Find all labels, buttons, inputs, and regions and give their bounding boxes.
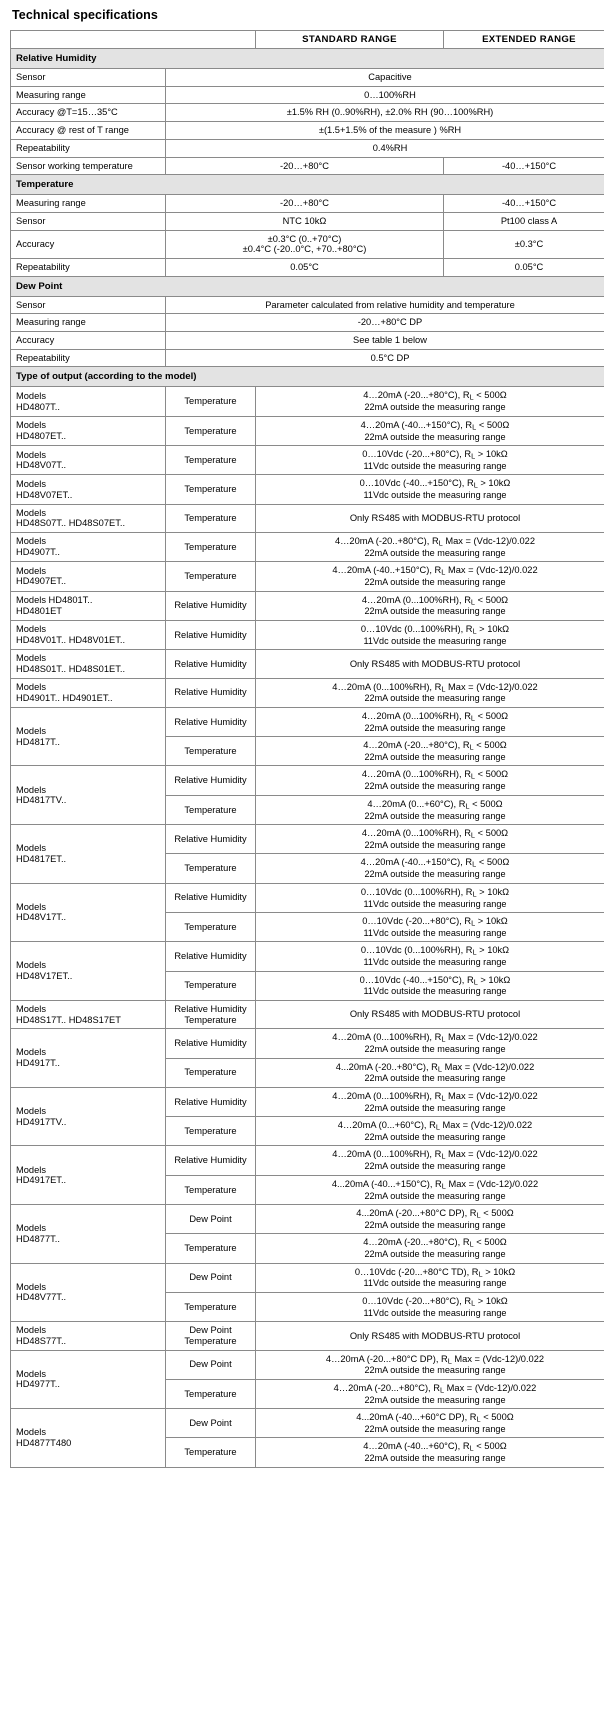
table-row bbox=[11, 314, 604, 332]
model-label: Models HD4817ET.. bbox=[11, 825, 166, 884]
output-kind: Temperature bbox=[166, 1438, 256, 1467]
model-label: Models HD4807T.. bbox=[11, 387, 166, 416]
technical-specifications-table bbox=[10, 30, 604, 1468]
model-label: Models HD4817TV.. bbox=[11, 766, 166, 825]
output-value: 0…10Vdc (0...100%RH), RL > 10kΩ 11Vdc outside the measuring range bbox=[256, 620, 604, 649]
header-blank bbox=[11, 31, 256, 49]
output-value: 0…10Vdc (-20...+80°C), RL > 10kΩ 11Vdc outside the measuring range bbox=[256, 446, 604, 475]
temp-standard-value: 0.05°C bbox=[166, 258, 444, 276]
header-standard-range: STANDARD RANGE bbox=[256, 31, 444, 49]
output-kind: Temperature bbox=[166, 446, 256, 475]
output-value: 4…20mA (-40...+150°C), RL < 500Ω 22mA outside the measuring range bbox=[256, 854, 604, 883]
table-row bbox=[11, 212, 604, 230]
output-kind: Relative Humidity bbox=[166, 942, 256, 971]
table-row bbox=[11, 1322, 604, 1350]
model-label: Models HD4917TV.. bbox=[11, 1087, 166, 1146]
rh-value: 0…100%RH bbox=[166, 86, 604, 104]
table-row bbox=[11, 1205, 604, 1234]
rh-label: Repeatability bbox=[11, 139, 166, 157]
output-kind: Temperature bbox=[166, 1058, 256, 1087]
output-value: 4…20mA (0...100%RH), RL < 500Ω 22mA outside the measuring range bbox=[256, 766, 604, 795]
dew-value: See table 1 below bbox=[166, 332, 604, 350]
output-value: 0…10Vdc (-40...+150°C), RL > 10kΩ 11Vdc outside the measuring range bbox=[256, 475, 604, 504]
section-row-dew-point bbox=[11, 276, 604, 296]
output-kind: Dew Point bbox=[166, 1409, 256, 1438]
output-value: 4…20mA (0...100%RH), RL < 500Ω 22mA outside the measuring range bbox=[256, 707, 604, 736]
table-row bbox=[11, 620, 604, 649]
rh-value: ±1.5% RH (0..90%RH), ±2.0% RH (90…100%RH) bbox=[166, 104, 604, 122]
model-label: Models HD4807ET.. bbox=[11, 416, 166, 445]
output-kind: Relative Humidity bbox=[166, 678, 256, 707]
output-kind: Dew Point bbox=[166, 1205, 256, 1234]
output-value: 4…20mA (-20...+80°C), RL Max = (Vdc-12)/0.022 22mA outside the measuring range bbox=[256, 1379, 604, 1408]
table-row bbox=[11, 678, 604, 707]
output-kind: Relative Humidity bbox=[166, 650, 256, 678]
table-row bbox=[11, 446, 604, 475]
output-value: 4…20mA (-20...+80°C), RL < 500Ω 22mA outside the measuring range bbox=[256, 387, 604, 416]
model-label: Models HD4877T480 bbox=[11, 1409, 166, 1468]
output-kind: Relative Humidity bbox=[166, 1087, 256, 1116]
output-value: Only RS485 with MODBUS-RTU protocol bbox=[256, 1322, 604, 1350]
table-row bbox=[11, 157, 604, 175]
table-body bbox=[11, 49, 604, 1468]
table-row bbox=[11, 387, 604, 416]
table-row bbox=[11, 1350, 604, 1379]
output-kind: Relative Humidity bbox=[166, 1029, 256, 1058]
output-kind: Temperature bbox=[166, 1234, 256, 1263]
temp-label: Accuracy bbox=[11, 230, 166, 258]
table-row bbox=[11, 230, 604, 258]
output-value: 4…20mA (-20...+80°C), RL < 500Ω 22mA outside the measuring range bbox=[256, 1234, 604, 1263]
table-row bbox=[11, 942, 604, 971]
table-row bbox=[11, 1087, 604, 1116]
model-label: Models HD4907ET.. bbox=[11, 562, 166, 591]
rh-value: 0.4%RH bbox=[166, 139, 604, 157]
rh-label: Accuracy @ rest of T range bbox=[11, 122, 166, 140]
table-row bbox=[11, 504, 604, 532]
table-header-row bbox=[11, 31, 604, 49]
model-label: Models HD4877T.. bbox=[11, 1205, 166, 1264]
output-kind: Temperature bbox=[166, 1379, 256, 1408]
table-row bbox=[11, 650, 604, 678]
section-row-temperature bbox=[11, 175, 604, 195]
output-kind: Temperature bbox=[166, 562, 256, 591]
temp-extended-value: -40…+150°C bbox=[444, 195, 604, 213]
table-row bbox=[11, 707, 604, 736]
dew-value: 0.5°C DP bbox=[166, 349, 604, 367]
output-value: 0…10Vdc (-20...+80°C), RL > 10kΩ 11Vdc outside the measuring range bbox=[256, 912, 604, 941]
output-kind: Temperature bbox=[166, 737, 256, 766]
model-label: Models HD4907T.. bbox=[11, 533, 166, 562]
model-label: Models HD48S17T.. HD48S17ET bbox=[11, 1000, 166, 1028]
table-row bbox=[11, 825, 604, 854]
table-row bbox=[11, 139, 604, 157]
table-row bbox=[11, 86, 604, 104]
dew-label: Sensor bbox=[11, 296, 166, 314]
output-value: Only RS485 with MODBUS-RTU protocol bbox=[256, 504, 604, 532]
temp-standard-value: ±0.3°C (0..+70°C) ±0.4°C (-20..0°C, +70..+80°C) bbox=[166, 230, 444, 258]
model-label: Models HD48V17T.. bbox=[11, 883, 166, 942]
table-row bbox=[11, 296, 604, 314]
table-row bbox=[11, 562, 604, 591]
output-kind: Relative Humidity Temperature bbox=[166, 1000, 256, 1028]
table-row bbox=[11, 1146, 604, 1175]
dew-value: Parameter calculated from relative humidity and temperature bbox=[166, 296, 604, 314]
output-value: 4…20mA (-40...+60°C), RL < 500Ω 22mA outside the measuring range bbox=[256, 1438, 604, 1467]
model-label: Models HD48S01T.. HD48S01ET.. bbox=[11, 650, 166, 678]
model-label: Models HD48V17ET.. bbox=[11, 942, 166, 1001]
table-head bbox=[11, 31, 604, 49]
output-value: 0…10Vdc (-20...+80°C), RL > 10kΩ 11Vdc outside the measuring range bbox=[256, 1292, 604, 1321]
model-label: Models HD48V07T.. bbox=[11, 446, 166, 475]
output-value: 4...20mA (-40...+150°C), RL Max = (Vdc-12)/0.022 22mA outside the measuring range bbox=[256, 1175, 604, 1204]
output-kind: Relative Humidity bbox=[166, 620, 256, 649]
section-title: Type of output (according to the model) bbox=[11, 367, 604, 387]
temp-standard-value: -20…+80°C bbox=[166, 195, 444, 213]
output-kind: Temperature bbox=[166, 475, 256, 504]
model-label: Models HD4801T.. HD4801ET bbox=[11, 591, 166, 620]
output-kind: Relative Humidity bbox=[166, 825, 256, 854]
section-title: Relative Humidity bbox=[11, 49, 604, 69]
model-label: Models HD4917T.. bbox=[11, 1029, 166, 1088]
rh-standard-value: -20…+80°C bbox=[166, 157, 444, 175]
table-row bbox=[11, 104, 604, 122]
output-value: 4…20mA (-20...+80°C), RL < 500Ω 22mA outside the measuring range bbox=[256, 737, 604, 766]
temp-extended-value: 0.05°C bbox=[444, 258, 604, 276]
output-kind: Temperature bbox=[166, 1117, 256, 1146]
model-label: Models HD4817T.. bbox=[11, 707, 166, 766]
rh-extended-value: -40…+150°C bbox=[444, 157, 604, 175]
header-extended-range: EXTENDED RANGE bbox=[444, 31, 604, 49]
output-value: Only RS485 with MODBUS-RTU protocol bbox=[256, 1000, 604, 1028]
model-label: Models HD4917ET.. bbox=[11, 1146, 166, 1205]
output-kind: Temperature bbox=[166, 533, 256, 562]
table-row bbox=[11, 349, 604, 367]
output-value: 4...20mA (-20...+80°C DP), RL < 500Ω 22mA outside the measuring range bbox=[256, 1205, 604, 1234]
table-row bbox=[11, 766, 604, 795]
temp-label: Measuring range bbox=[11, 195, 166, 213]
output-value: 4…20mA (0...+60°C), RL < 500Ω 22mA outside the measuring range bbox=[256, 795, 604, 824]
table-row bbox=[11, 416, 604, 445]
table-row bbox=[11, 883, 604, 912]
output-value: 4…20mA (-20...+80°C DP), RL Max = (Vdc-12)/0.022 22mA outside the measuring range bbox=[256, 1350, 604, 1379]
dew-label: Repeatability bbox=[11, 349, 166, 367]
section-title: Dew Point bbox=[11, 276, 604, 296]
output-value: 4…20mA (0...100%RH), RL Max = (Vdc-12)/0.022 22mA outside the measuring range bbox=[256, 1146, 604, 1175]
rh-label: Sensor working temperature bbox=[11, 157, 166, 175]
table-row bbox=[11, 591, 604, 620]
output-value: 0…10Vdc (-40...+150°C), RL > 10kΩ 11Vdc outside the measuring range bbox=[256, 971, 604, 1000]
output-value: 0…10Vdc (0...100%RH), RL > 10kΩ 11Vdc outside the measuring range bbox=[256, 942, 604, 971]
output-value: 4…20mA (0...100%RH), RL Max = (Vdc-12)/0.022 22mA outside the measuring range bbox=[256, 1087, 604, 1116]
output-value: 4…20mA (0...100%RH), RL Max = (Vdc-12)/0.022 22mA outside the measuring range bbox=[256, 678, 604, 707]
output-kind: Temperature bbox=[166, 795, 256, 824]
table-row bbox=[11, 475, 604, 504]
output-kind: Relative Humidity bbox=[166, 591, 256, 620]
output-kind: Temperature bbox=[166, 1175, 256, 1204]
model-label: Models HD4901T.. HD4901ET.. bbox=[11, 678, 166, 707]
model-label: Models HD48V01T.. HD48V01ET.. bbox=[11, 620, 166, 649]
table-row bbox=[11, 1263, 604, 1292]
output-value: 4…20mA (-40...+150°C), RL < 500Ω 22mA outside the measuring range bbox=[256, 416, 604, 445]
output-value: 0…10Vdc (0...100%RH), RL > 10kΩ 11Vdc outside the measuring range bbox=[256, 883, 604, 912]
table-row bbox=[11, 69, 604, 87]
model-label: Models HD48V07ET.. bbox=[11, 475, 166, 504]
rh-value: Capacitive bbox=[166, 69, 604, 87]
dew-value: -20…+80°C DP bbox=[166, 314, 604, 332]
section-row-relative-humidity bbox=[11, 49, 604, 69]
dew-label: Accuracy bbox=[11, 332, 166, 350]
section-title: Temperature bbox=[11, 175, 604, 195]
output-kind: Temperature bbox=[166, 971, 256, 1000]
model-label: Models HD48V77T.. bbox=[11, 1263, 166, 1322]
table-row bbox=[11, 1000, 604, 1028]
output-value: 4…20mA (-20..+80°C), RL Max = (Vdc-12)/0.022 22mA outside the measuring range bbox=[256, 533, 604, 562]
table-row bbox=[11, 122, 604, 140]
output-kind: Dew Point bbox=[166, 1263, 256, 1292]
output-value: 4...20mA (-20..+80°C), RL Max = (Vdc-12)/0.022 22mA outside the measuring range bbox=[256, 1058, 604, 1087]
temp-standard-value: NTC 10kΩ bbox=[166, 212, 444, 230]
output-kind: Temperature bbox=[166, 416, 256, 445]
output-value: 0…10Vdc (-20...+80°C TD), RL > 10kΩ 11Vdc outside the measuring range bbox=[256, 1263, 604, 1292]
table-row bbox=[11, 533, 604, 562]
temp-label: Sensor bbox=[11, 212, 166, 230]
output-kind: Relative Humidity bbox=[166, 883, 256, 912]
output-value: 4…20mA (0...100%RH), RL < 500Ω 22mA outside the measuring range bbox=[256, 825, 604, 854]
output-kind: Relative Humidity bbox=[166, 766, 256, 795]
output-value: 4…20mA (0...100%RH), RL Max = (Vdc-12)/0.022 22mA outside the measuring range bbox=[256, 1029, 604, 1058]
table-row bbox=[11, 332, 604, 350]
model-label: Models HD4977T.. bbox=[11, 1350, 166, 1409]
dew-label: Measuring range bbox=[11, 314, 166, 332]
table-row bbox=[11, 1029, 604, 1058]
output-value: 4…20mA (0...100%RH), RL < 500Ω 22mA outside the measuring range bbox=[256, 591, 604, 620]
output-kind: Temperature bbox=[166, 1292, 256, 1321]
output-value: 4...20mA (-40...+60°C DP), RL < 500Ω 22mA outside the measuring range bbox=[256, 1409, 604, 1438]
model-label: Models HD48S77T.. bbox=[11, 1322, 166, 1350]
output-value: 4…20mA (-40..+150°C), RL Max = (Vdc-12)/0.022 22mA outside the measuring range bbox=[256, 562, 604, 591]
table-row bbox=[11, 258, 604, 276]
section-row-type-of-output bbox=[11, 367, 604, 387]
output-kind: Temperature bbox=[166, 387, 256, 416]
rh-label: Accuracy @T=15…35°C bbox=[11, 104, 166, 122]
temp-label: Repeatability bbox=[11, 258, 166, 276]
temp-extended-value: ±0.3°C bbox=[444, 230, 604, 258]
temp-extended-value: Pt100 class A bbox=[444, 212, 604, 230]
page-title: Technical specifications bbox=[12, 8, 158, 22]
output-kind: Dew Point Temperature bbox=[166, 1322, 256, 1350]
output-kind: Temperature bbox=[166, 504, 256, 532]
model-label: Models HD48S07T.. HD48S07ET.. bbox=[11, 504, 166, 532]
output-kind: Temperature bbox=[166, 854, 256, 883]
table-row bbox=[11, 195, 604, 213]
output-kind: Temperature bbox=[166, 912, 256, 941]
output-kind: Relative Humidity bbox=[166, 707, 256, 736]
rh-label: Sensor bbox=[11, 69, 166, 87]
rh-label: Measuring range bbox=[11, 86, 166, 104]
rh-value: ±(1.5+1.5% of the measure ) %RH bbox=[166, 122, 604, 140]
output-value: Only RS485 with MODBUS-RTU protocol bbox=[256, 650, 604, 678]
output-value: 4…20mA (0...+60°C), RL Max = (Vdc-12)/0.022 22mA outside the measuring range bbox=[256, 1117, 604, 1146]
table-row bbox=[11, 1409, 604, 1438]
output-kind: Relative Humidity bbox=[166, 1146, 256, 1175]
output-kind: Dew Point bbox=[166, 1350, 256, 1379]
